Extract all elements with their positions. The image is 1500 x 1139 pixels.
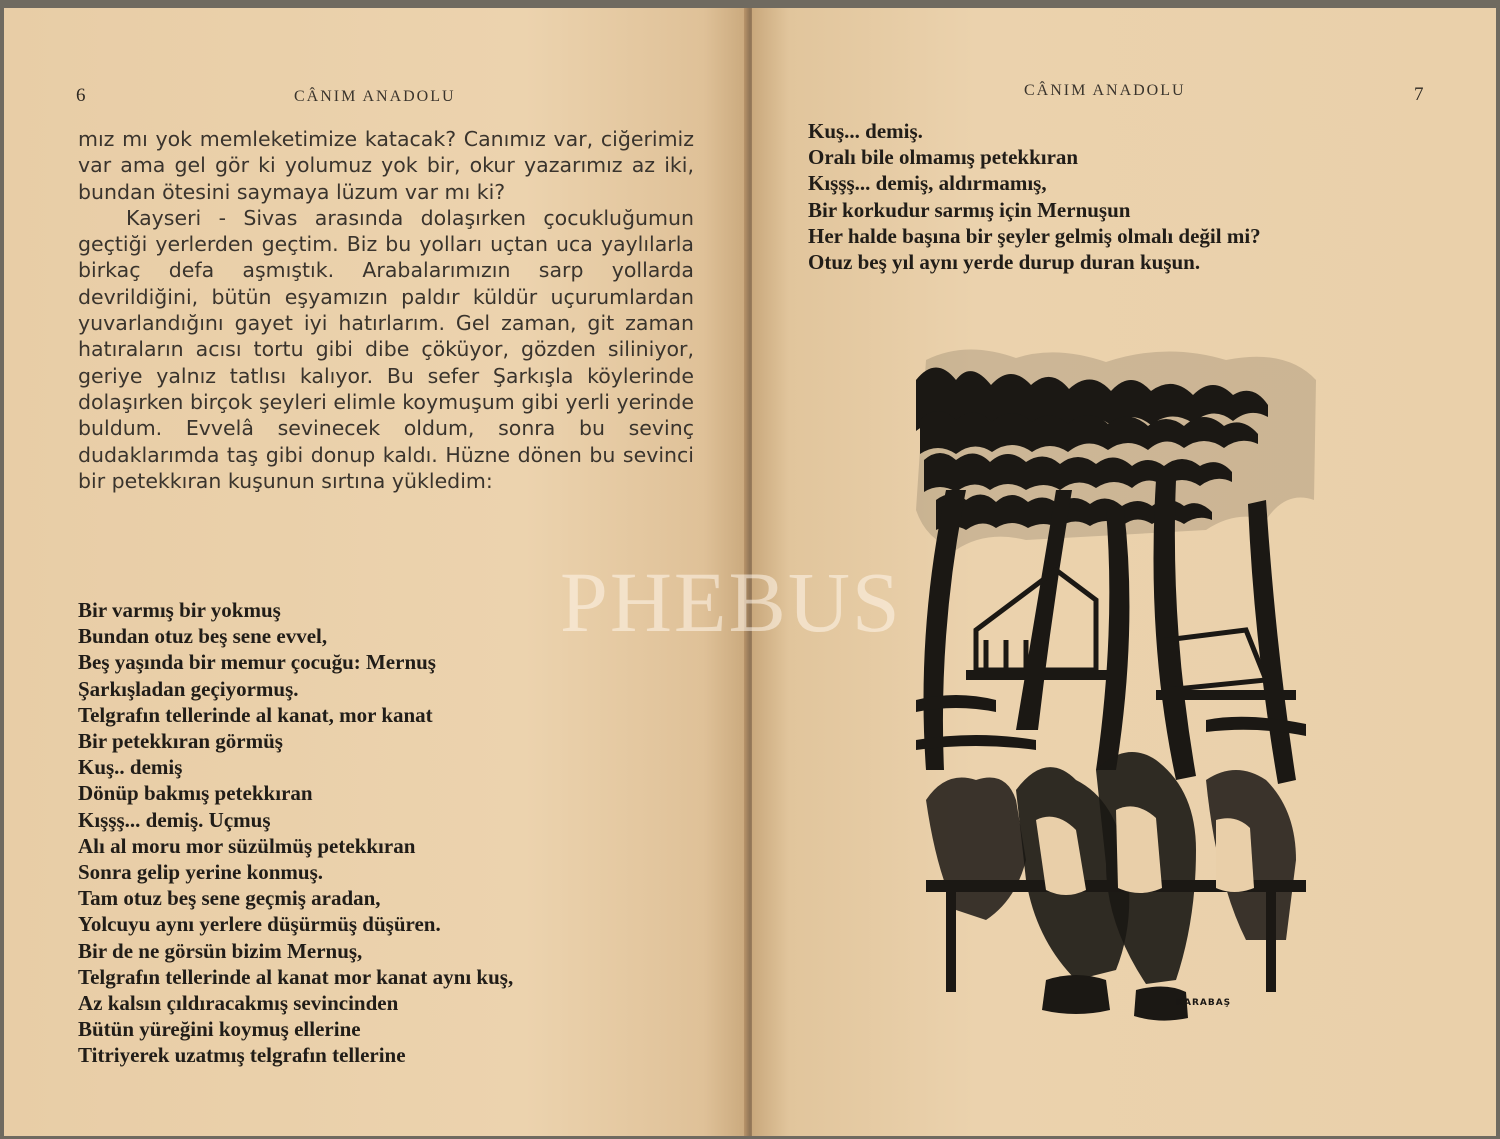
poem-line: Otuz beş yıl aynı yerde durup duran kuşun. — [808, 250, 1201, 275]
watermark: PHEBUS — [560, 554, 902, 650]
right-page-number: 7 — [1414, 84, 1424, 105]
left-page-number: 6 — [76, 85, 86, 106]
poem-line: Titriyerek uzatmış telgrafın tellerine — [78, 1043, 406, 1068]
poem-left — [78, 597, 513, 1069]
poem-line: Bir varmış bir yokmuş — [78, 598, 281, 622]
prose-paragraph-1: mız mı yok memleketimize katacak? Canımız var, ciğerimiz var ama gel gör ki yolumuz yok bir, okur yazarımız az iki, bundan ötesini saymaya lüzum var mı ki? — [78, 127, 694, 204]
poem-line: Bir petekkıran görmüş — [78, 729, 283, 754]
poem-line: Yolcuyu aynı yerlere düşürmüş düşüren. — [78, 912, 441, 937]
poem-line: Beş yaşında bir memur çocuğu: Mernuş — [78, 650, 436, 675]
poem-line: Şarkışladan geçiyormuş. — [78, 676, 299, 701]
poem-line: Kuş.. demiş — [78, 755, 183, 780]
prose-paragraph-2: Kayseri - Sivas arasında dolaşırken çocukluğumun geçtiği yerlerden geçtim. Biz bu yolları uçtan uca yaylılarla birkaç defa aşmıştık. Arabalarımızın sarp yollarda devrildiğini, bütün eşyamızın paldır küldür uçurumlardan yuvarlandığını gayet iyi hatırlarım. Gel zaman, git zaman hatıraların acısı tortu gibi dibe çöküyor, gözden siliniyor, geriye yalnız tatlısı kalıyor. Bu sefer Şarkışla köylerinde dolaşırken birçok şeyleri elimle koymuşum gibi yerli yerinde buldum. Evvelâ sevinecek oldum, sonra bu sevinç dudaklarımda taş gibi donup kaldı. Hüzne dönen bu sevinci bir petekkıran kuşunun sırtına yükledim: — [78, 205, 694, 493]
left-running-head: CÂNIM ANADOLU — [294, 88, 456, 105]
right-page — [752, 8, 1496, 1136]
poem-right — [808, 118, 1261, 275]
poem-line: Telgrafın tellerinde al kanat, mor kanat — [78, 702, 433, 727]
poem-line: Kışşş... demiş. Uçmuş — [78, 807, 271, 832]
poem-line: Tam otuz beş sene geçmiş aradan, — [78, 886, 381, 911]
left-page — [4, 8, 748, 1136]
poem-line: Az kalsın çıldıracakmış sevincinden — [78, 991, 399, 1016]
poem-line: Kuş... demiş. — [808, 119, 923, 143]
poem-line: Oralı bile olmamış petekkıran — [808, 145, 1079, 170]
poem-line: Her halde başına bir şeyler gelmiş olmalı değil mi? — [808, 223, 1261, 248]
artist-signature: KARABAŞ — [1176, 998, 1232, 1008]
poem-line: Alı al moru mor süzülmüş petekkıran — [78, 833, 416, 858]
right-running-head: CÂNIM ANADOLU — [1024, 82, 1186, 99]
poem-line: Bütün yüreğini koymuş ellerine — [78, 1017, 361, 1042]
poem-line: Kışşş... demiş, aldırmamış, — [808, 171, 1047, 196]
poem-line: Sonra gelip yerine konmuş. — [78, 860, 324, 885]
woodcut-illustration — [906, 340, 1320, 1035]
poem-line: Telgrafın tellerinde al kanat mor kanat aynı kuş, — [78, 964, 514, 989]
poem-line: Bundan otuz beş sene evvel, — [78, 624, 328, 649]
poem-line: Bir de ne görsün bizim Mernuş, — [78, 938, 363, 963]
prose-block — [78, 126, 694, 494]
poem-line: Dönüp bakmış petekkıran — [78, 781, 313, 806]
poem-line: Bir korkudur sarmış için Mernuşun — [808, 197, 1131, 222]
